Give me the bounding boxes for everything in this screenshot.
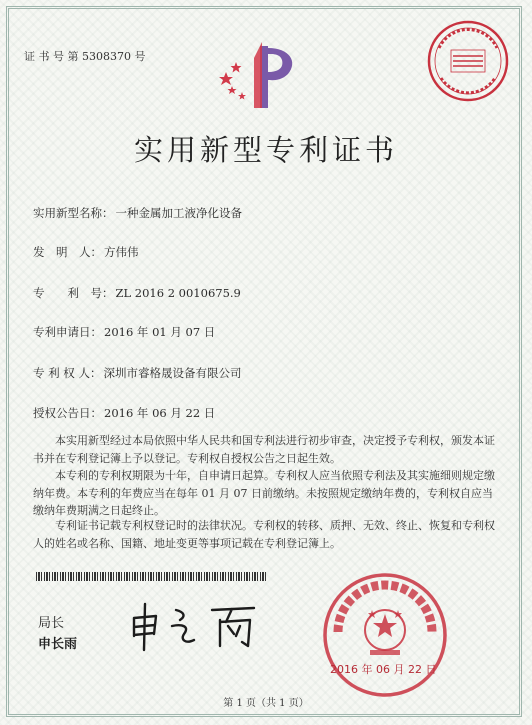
field-label: 专 利 号： (33, 286, 114, 300)
body-paragraph-1: 本实用新型经过本局依照中华人民共和国专利法进行初步审查，决定授予专利权，颁发本证书并在专利登记簿上予以登记。专利权自授权公告之日起生效。 (33, 434, 495, 465)
director-title: 局长 (38, 616, 65, 631)
patent-office-logo (218, 38, 308, 116)
small-seal-stamp (425, 18, 511, 104)
field-label: 实用新型名称： (33, 206, 114, 220)
field-value: 2016 年 01 月 07 日 (104, 325, 216, 339)
body-paragraph-2: 本专利的专利权期限为十年，自申请日起算。专利权人应当依照专利法及其实施细则规定缴纳年费。本专利的年费应当在每年 01 月 07 日前缴纳。未按照规定缴纳年费的，专利权自应当缴纳年费期满之日起终止。 (33, 469, 495, 517)
director-name: 申长雨 (38, 637, 78, 652)
field-label: 发 明 人： (33, 245, 102, 259)
certificate-title: 实用新型专利证书 (133, 133, 398, 167)
body-paragraph-3: 专利证书记载专利权登记时的法律状况。专利权的转移、质押、无效、终止、恢复和专利权人的姓名或名称、国籍、地址变更等事项记载在专利登记簿上。 (33, 519, 495, 550)
director-signature (128, 600, 268, 652)
field-label: 专 利 权 人： (33, 366, 102, 380)
field-utility-model-name (33, 205, 242, 221)
page-number: 第 1 页（共 1 页） (223, 698, 309, 709)
official-seal-stamp (320, 570, 450, 700)
seal-date: 2016 年 06 月 22 日 (330, 663, 437, 676)
field-value: 2016 年 06 月 22 日 (104, 406, 216, 420)
field-inventor (33, 244, 139, 260)
field-filing-date (33, 324, 215, 340)
field-grant-date (33, 405, 215, 421)
certificate-number: 证 书 号 第 5308370 号 (24, 50, 146, 63)
field-value: 一种金属加工液净化设备 (115, 206, 242, 220)
field-value: ZL 2016 2 0010675.9 (115, 286, 241, 300)
field-patent-holder (33, 365, 241, 381)
field-value: 深圳市睿格晟设备有限公司 (103, 366, 242, 380)
field-label: 授权公告日： (33, 406, 102, 420)
field-patent-number (33, 285, 241, 301)
field-label: 专利申请日： (33, 325, 102, 339)
barcode (36, 572, 268, 581)
field-value: 方伟伟 (104, 245, 139, 259)
